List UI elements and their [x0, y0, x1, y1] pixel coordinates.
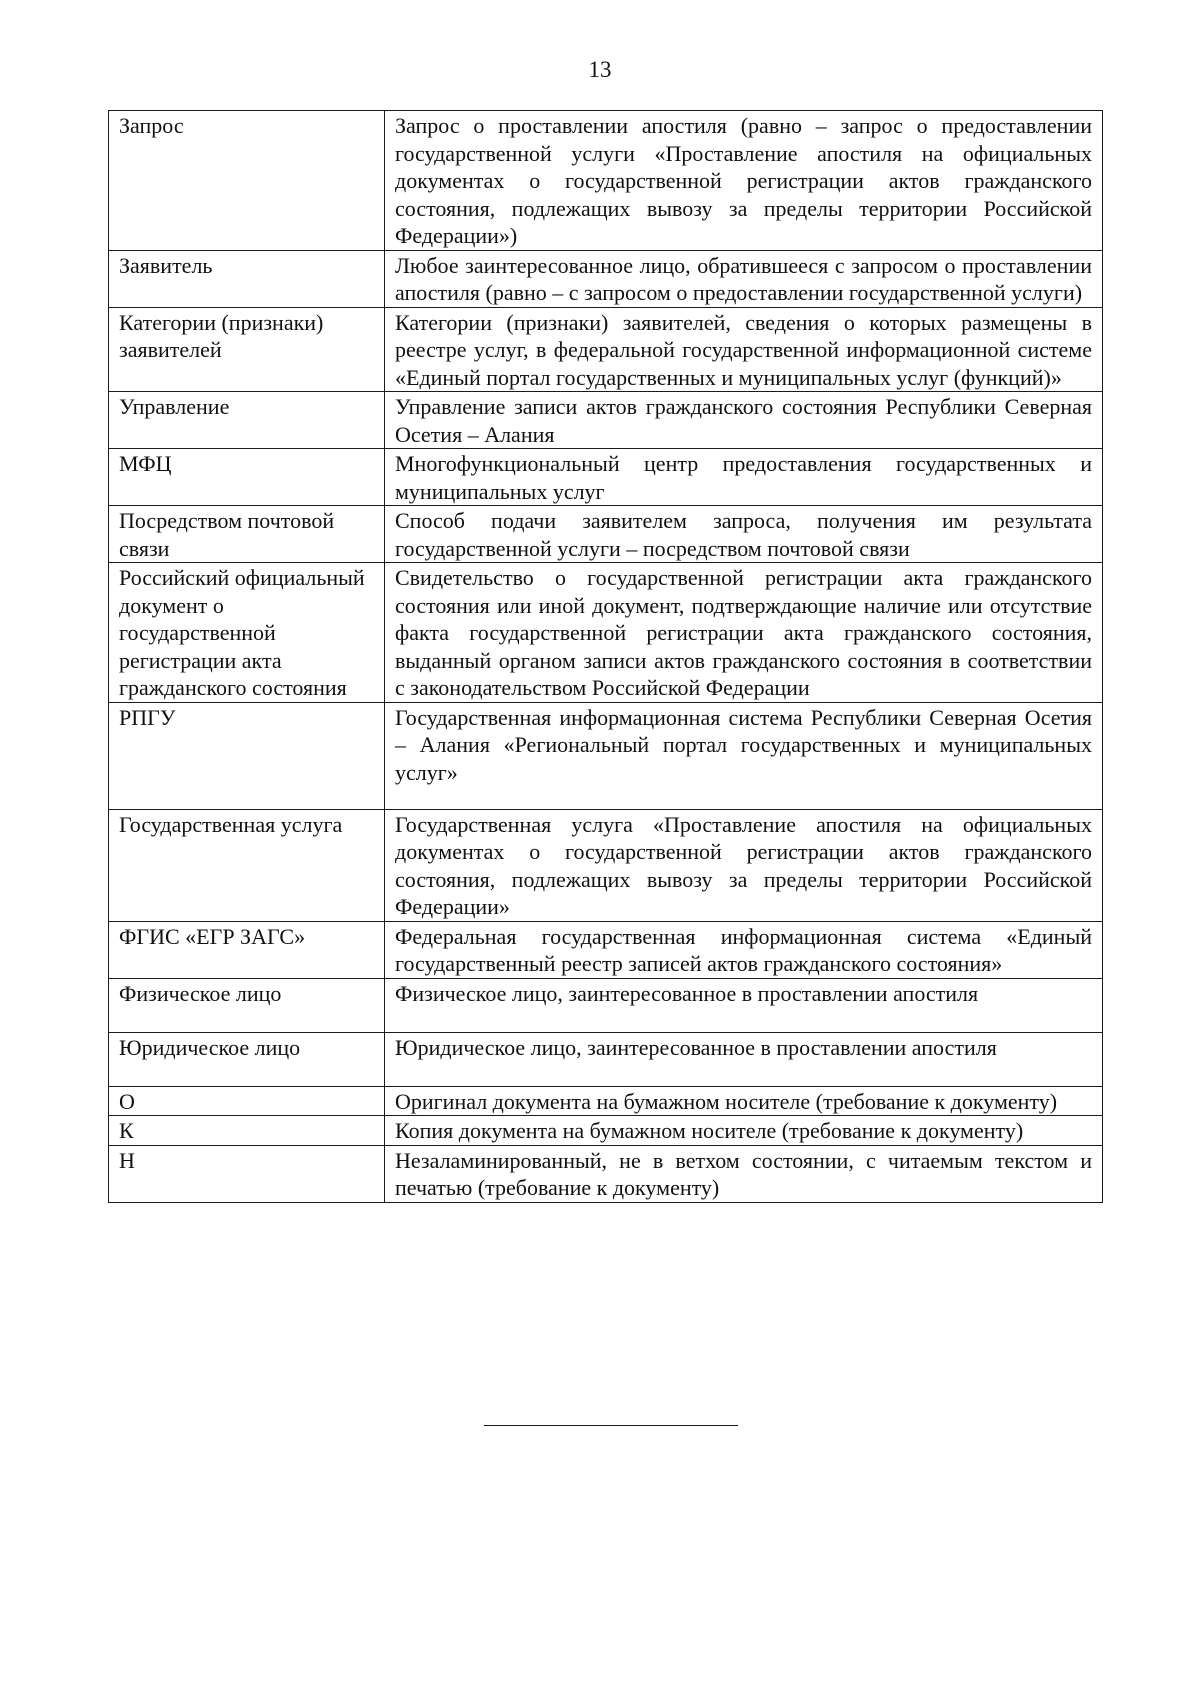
- end-of-document-rule: [484, 1425, 738, 1426]
- table-row: [109, 702, 1103, 809]
- definition-cell: Запрос о проставлении апостиля (равно – запрос о предоставлении государственной услуги «Проставление апостиля на официальных документах о государственной регистрации актов гражданского состояния, подлежащих вывозу за пределы территории Российской Федерации»): [385, 111, 1103, 251]
- definition-cell: Категории (признаки) заявителей, сведения о которых размещены в реестре услуг, в федеральной государственной информационной системе «Единый портал государственных и муниципальных услуг (функций)»: [385, 307, 1103, 392]
- term-cell: К: [109, 1116, 385, 1146]
- table-row: [109, 506, 1103, 563]
- table-row: [109, 1145, 1103, 1202]
- definition-cell: Любое заинтересованное лицо, обратившееся с запросом о проставлении апостиля (равно – с запросом о предоставлении государственной услуги): [385, 250, 1103, 307]
- definition-cell: Незаламинированный, не в ветхом состоянии, с читаемым текстом и печатью (требование к документу): [385, 1145, 1103, 1202]
- table-row: [109, 921, 1103, 978]
- term-cell: Юридическое лицо: [109, 1032, 385, 1086]
- definition-cell: Управление записи актов гражданского состояния Республики Северная Осетия – Алания: [385, 392, 1103, 449]
- term-cell: О: [109, 1086, 385, 1116]
- definition-cell: Государственная информационная система Республики Северная Осетия – Алания «Региональный портал государственных и муниципальных услуг»: [385, 702, 1103, 809]
- term-cell: Запрос: [109, 111, 385, 251]
- table-row: [109, 1116, 1103, 1146]
- term-cell: МФЦ: [109, 449, 385, 506]
- table-row: [109, 250, 1103, 307]
- term-cell: РПГУ: [109, 702, 385, 809]
- term-cell: Государственная услуга: [109, 809, 385, 921]
- table-row: [109, 449, 1103, 506]
- definition-cell: Федеральная государственная информационная система «Единый государственный реестр записей актов гражданского состояния»: [385, 921, 1103, 978]
- table-row: [109, 307, 1103, 392]
- table-row: [109, 1086, 1103, 1116]
- definition-cell: Способ подачи заявителем запроса, получения им результата государственной услуги – посредством почтовой связи: [385, 506, 1103, 563]
- term-cell: Российский официальный документ о государственной регистрации акта гражданского состояния: [109, 563, 385, 703]
- term-cell: Н: [109, 1145, 385, 1202]
- term-cell: Заявитель: [109, 250, 385, 307]
- definition-cell: Оригинал документа на бумажном носителе (требование к документу): [385, 1086, 1103, 1116]
- definition-cell: Юридическое лицо, заинтересованное в проставлении апостиля: [385, 1032, 1103, 1086]
- table-row: [109, 111, 1103, 251]
- table-row: [109, 1032, 1103, 1086]
- definition-cell: Копия документа на бумажном носителе (требование к документу): [385, 1116, 1103, 1146]
- term-cell: ФГИС «ЕГР ЗАГС»: [109, 921, 385, 978]
- table-row: [109, 809, 1103, 921]
- definition-cell: Многофункциональный центр предоставления государственных и муниципальных услуг: [385, 449, 1103, 506]
- glossary-table: [108, 110, 1103, 1203]
- table-row: [109, 978, 1103, 1032]
- term-cell: Физическое лицо: [109, 978, 385, 1032]
- table-row: [109, 392, 1103, 449]
- definition-cell: Государственная услуга «Проставление апостиля на официальных документах о государственной регистрации актов гражданского состояния, подлежащих вывозу за пределы территории Российской Федерации»: [385, 809, 1103, 921]
- page-number: 13: [588, 57, 612, 82]
- definition-cell: Физическое лицо, заинтересованное в проставлении апостиля: [385, 978, 1103, 1032]
- term-cell: Посредством почтовой связи: [109, 506, 385, 563]
- table-row: [109, 563, 1103, 703]
- definition-cell: Свидетельство о государственной регистрации акта гражданского состояния или иной документ, подтверждающие наличие или отсутствие факта государственной регистрации акта гражданского состояния, выданный органом записи актов гражданского состояния в соответствии с законодательством Российской Федерации: [385, 563, 1103, 703]
- term-cell: Категории (признаки) заявителей: [109, 307, 385, 392]
- term-cell: Управление: [109, 392, 385, 449]
